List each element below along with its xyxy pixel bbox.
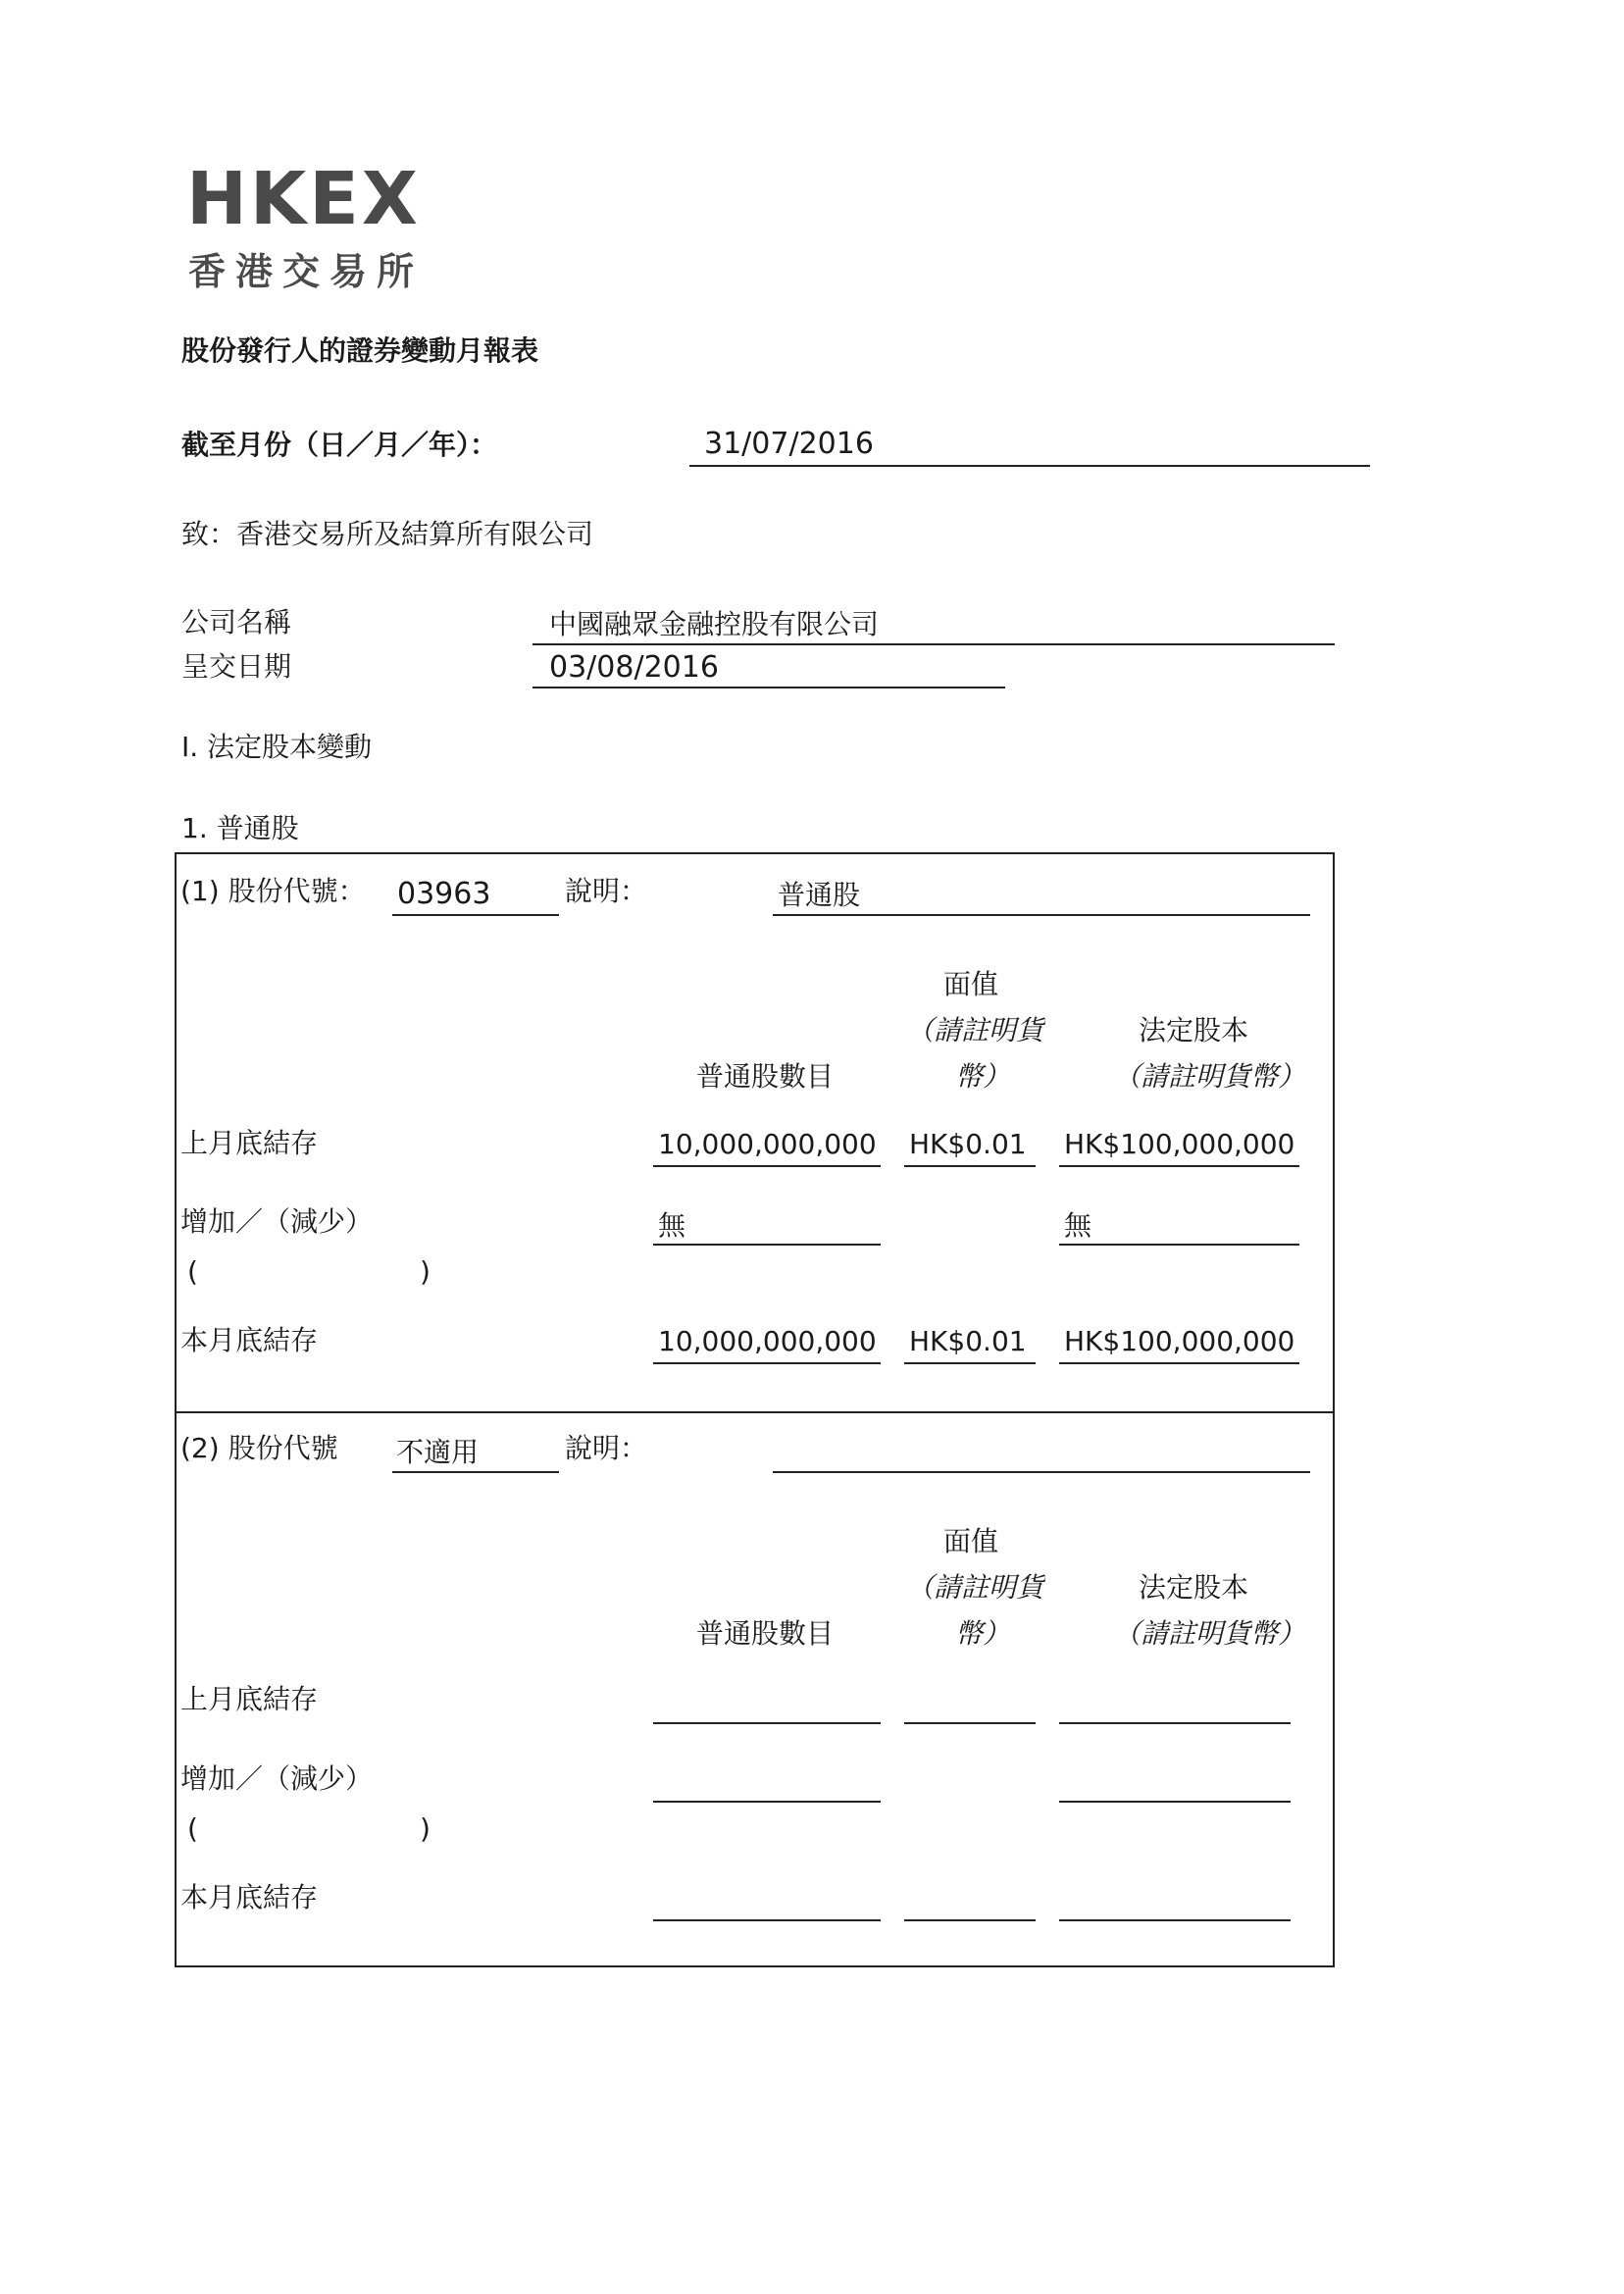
period-underline: [689, 465, 1370, 467]
recipient: 致：香港交易所及結算所有限公司: [181, 518, 594, 550]
block2-header-par-value: 面值: [943, 1525, 999, 1557]
block2-change-shares-underline: [653, 1801, 881, 1803]
block2-prev-label: 上月底結存: [180, 1683, 319, 1715]
block2-current-par-underline: [904, 1919, 1036, 1921]
block2-header-authorised-capital: 法定股本: [1139, 1571, 1249, 1604]
block1-desc-underline: [773, 914, 1310, 916]
block2-change-paren-close: ): [420, 1812, 431, 1845]
block1-change-paren-open: (: [187, 1255, 198, 1288]
block1-prev-shares: 10,000,000,000: [658, 1128, 877, 1160]
block1-header-authorised-capital: 法定股本: [1139, 1014, 1249, 1046]
block1-change-paren-close: ): [420, 1255, 431, 1288]
block1-change-capital: 無: [1064, 1209, 1092, 1242]
block1-header-par-value: 面值: [943, 968, 999, 1000]
block1-header-share-count: 普通股數目: [696, 1060, 835, 1093]
block1-prev-capital-underline: [1059, 1165, 1299, 1167]
block2-change-label: 增加／（減少）: [180, 1762, 374, 1795]
period-value: 31/07/2016: [704, 427, 874, 461]
block2-header-par-note-1: （請註明貨: [906, 1571, 1044, 1604]
block1-desc-value: 普通股: [778, 879, 861, 911]
block2-code-value: 不適用: [396, 1436, 480, 1468]
form-title: 股份發行人的證券變動月報表: [181, 334, 539, 367]
subsection-title: 1. 普通股: [181, 812, 299, 844]
block1-header-capital-note: （請註明貨幣）: [1113, 1060, 1306, 1093]
block2-code-label: (2) 股份代號: [180, 1432, 338, 1464]
block1-header-par-note-1: （請註明貨: [906, 1014, 1044, 1046]
block1-prev-shares-underline: [653, 1165, 881, 1167]
block1-change-shares-underline: [653, 1244, 881, 1246]
block1-header-par-note-2: 幣）: [955, 1060, 1011, 1093]
block1-prev-label: 上月底結存: [180, 1127, 319, 1159]
block1-code-value: 03963: [397, 877, 491, 911]
block2-prev-capital-underline: [1059, 1722, 1291, 1724]
block1-code-underline: [392, 914, 559, 916]
block2-header-share-count: 普通股數目: [696, 1617, 835, 1650]
block2-change-capital-underline: [1059, 1801, 1291, 1803]
block1-current-label: 本月底結存: [180, 1324, 319, 1356]
block1-desc-label: 說明：: [565, 875, 648, 907]
block-divider: [177, 1411, 1333, 1413]
block2-current-shares-underline: [653, 1919, 881, 1921]
submission-date-label: 呈交日期: [181, 650, 292, 683]
section-title: I. 法定股本變動: [181, 731, 373, 763]
block2-header-par-note-2: 幣）: [955, 1617, 1011, 1650]
block1-code-label: (1) 股份代號：: [180, 875, 366, 907]
period-label: 截至月份（日／月／年）：: [181, 429, 498, 461]
block2-prev-shares-underline: [653, 1722, 881, 1724]
block2-desc-label: 說明：: [565, 1432, 648, 1464]
block1-current-par-underline: [904, 1362, 1036, 1364]
hkex-logo-subtitle: 香港交易所: [188, 250, 425, 293]
block1-change-label: 增加／（減少）: [180, 1205, 374, 1238]
submission-date-underline: [533, 687, 1005, 688]
block2-prev-par-underline: [904, 1722, 1036, 1724]
block2-header-capital-note: （請註明貨幣）: [1113, 1617, 1306, 1650]
block1-prev-capital: HK$100,000,000: [1064, 1128, 1295, 1160]
submission-date-value: 03/08/2016: [549, 650, 719, 685]
block1-prev-par-underline: [904, 1165, 1036, 1167]
block1-prev-par: HK$0.01: [909, 1128, 1027, 1160]
block1-current-capital: HK$100,000,000: [1064, 1325, 1295, 1357]
hkex-logo: HKEX: [186, 157, 421, 241]
block1-current-capital-underline: [1059, 1362, 1299, 1364]
company-name-label: 公司名稱: [181, 606, 292, 638]
block2-change-paren-open: (: [187, 1812, 198, 1845]
company-name-value: 中國融眾金融控股有限公司: [549, 608, 880, 640]
block1-current-shares-underline: [653, 1362, 881, 1364]
block1-change-shares: 無: [658, 1209, 686, 1242]
block1-current-par: HK$0.01: [909, 1325, 1027, 1357]
block2-desc-underline: [773, 1471, 1310, 1473]
company-name-underline: [533, 643, 1335, 645]
block1-current-shares: 10,000,000,000: [658, 1325, 877, 1357]
block2-code-underline: [392, 1471, 559, 1473]
block2-current-capital-underline: [1059, 1919, 1291, 1921]
block1-change-capital-underline: [1059, 1244, 1299, 1246]
block2-current-label: 本月底結存: [180, 1881, 319, 1913]
